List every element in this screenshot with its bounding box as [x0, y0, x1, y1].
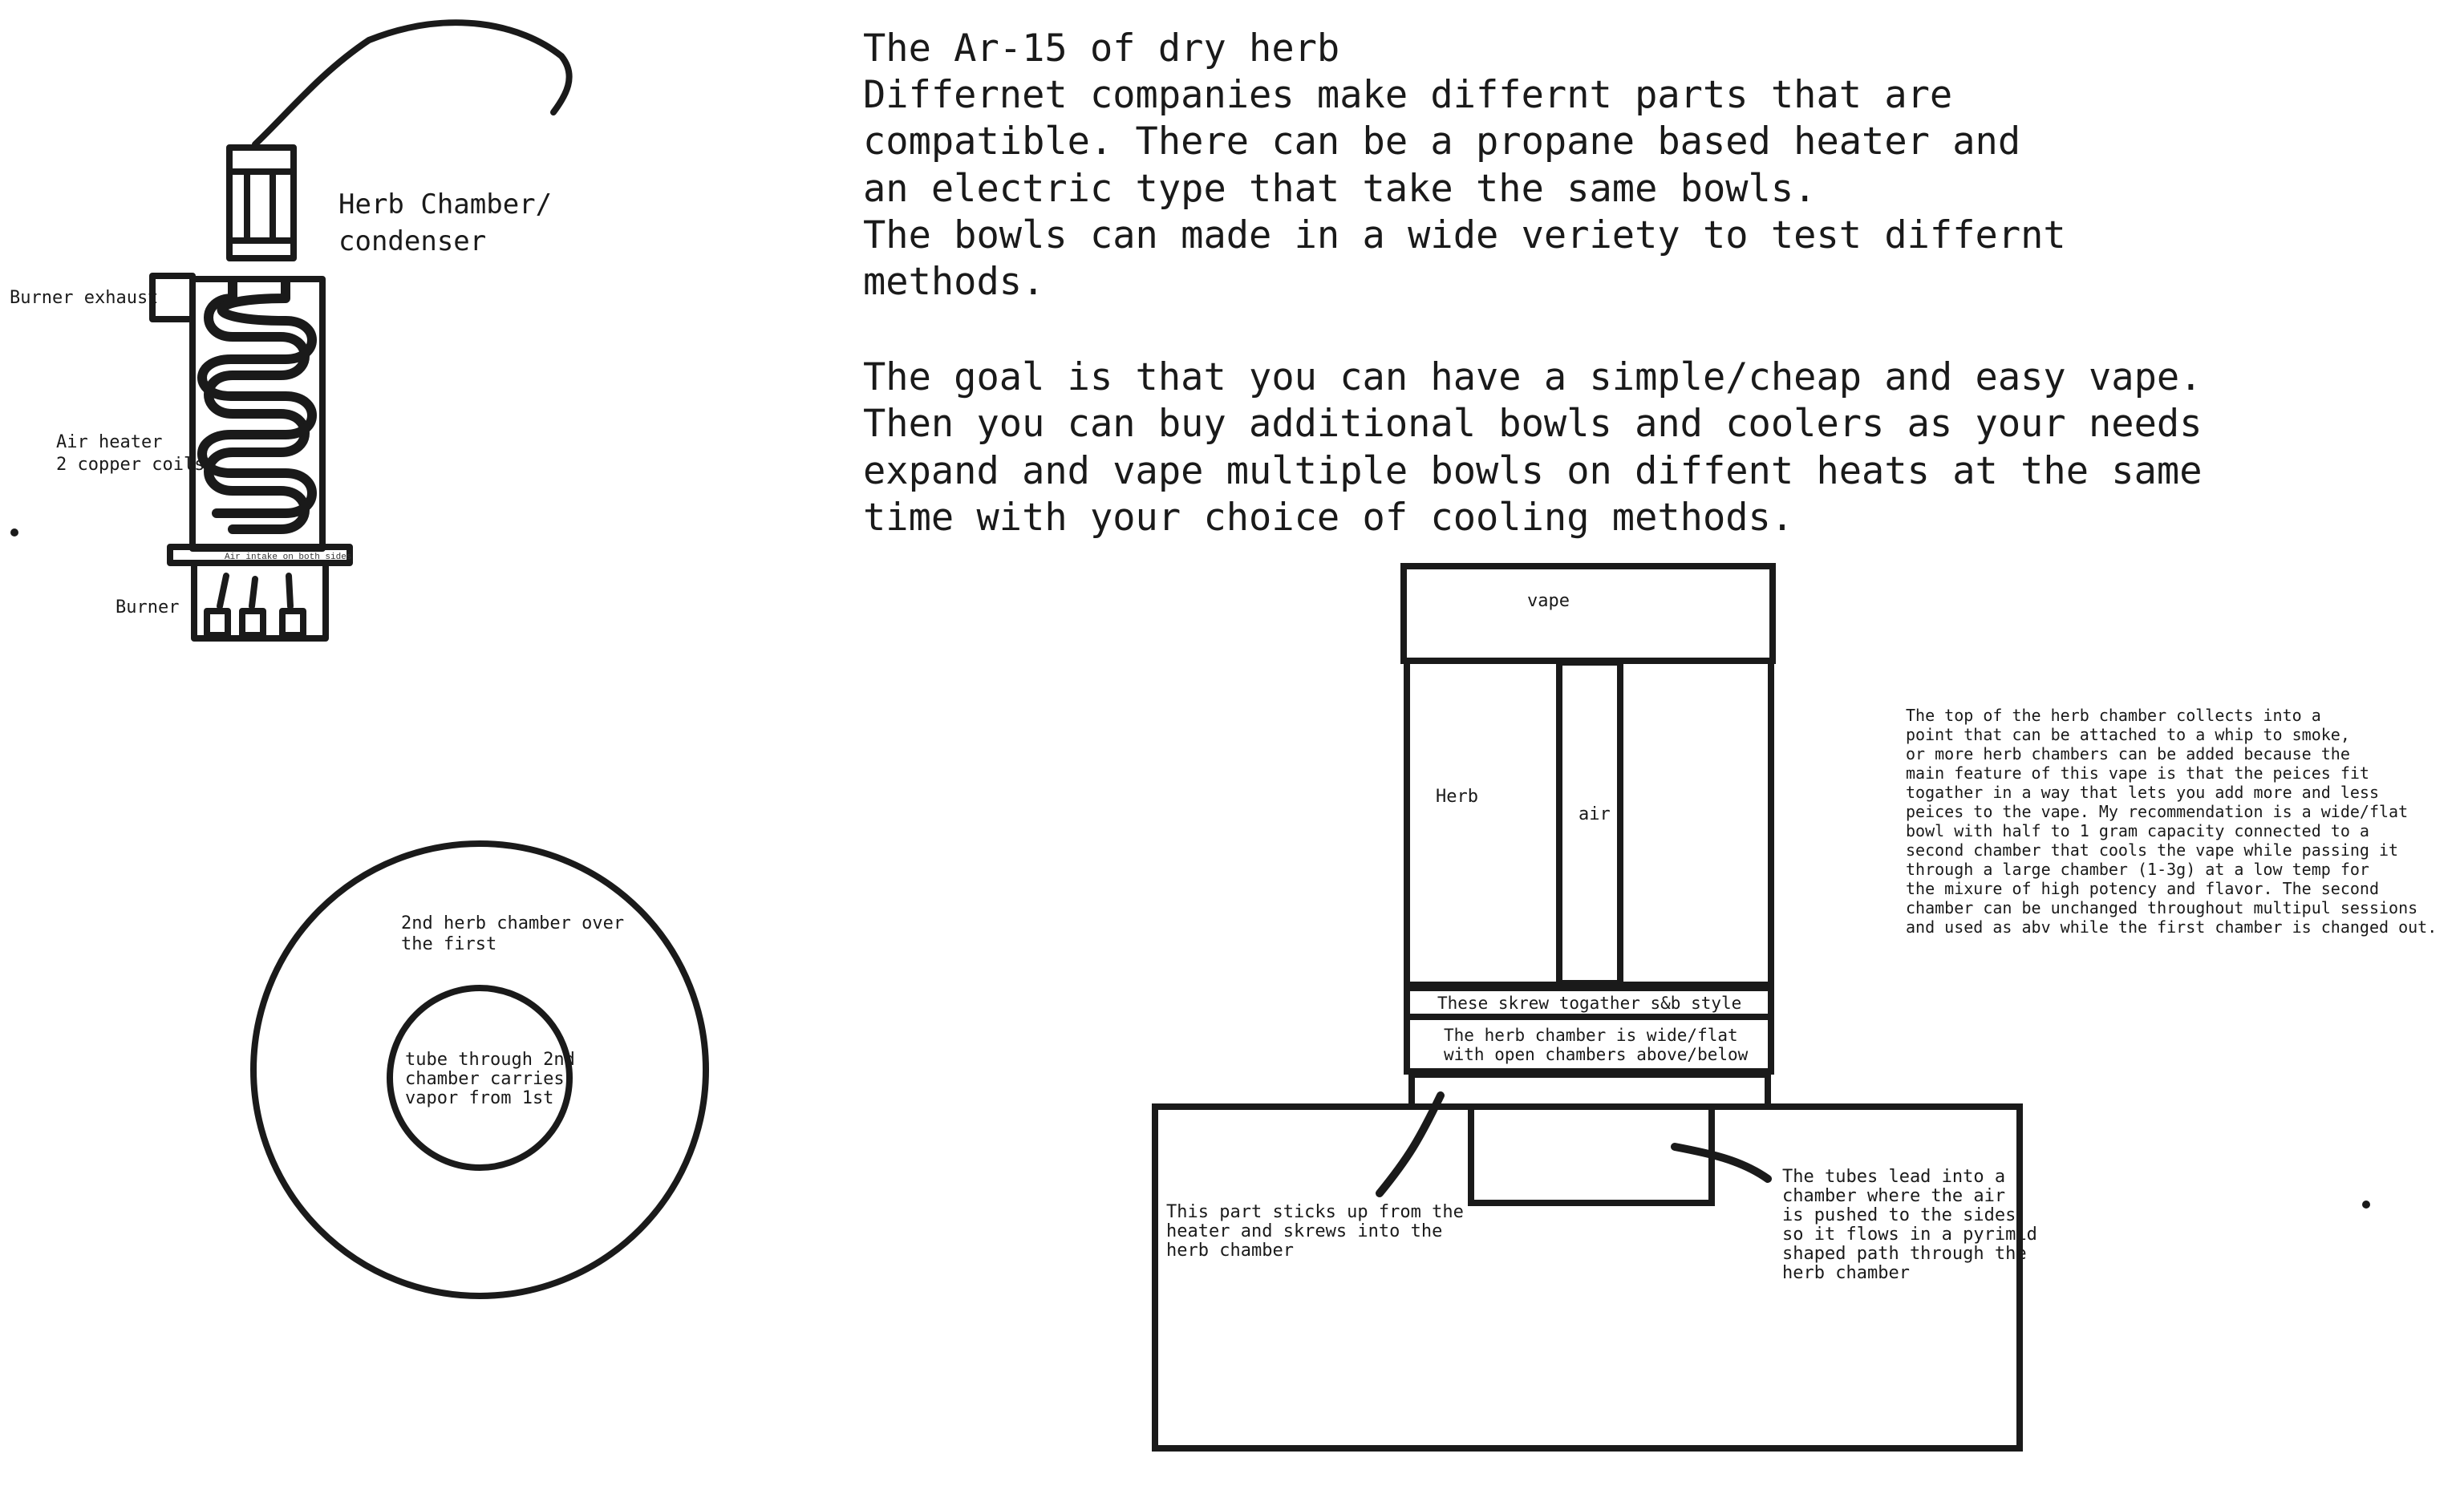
side-note-line: the mixure of high potency and flavor. The second: [1906, 879, 2380, 898]
herb-chamber-label-2: condenser: [338, 225, 487, 257]
tubes-label-3: is pushed to the sides: [1782, 1205, 2016, 1225]
herb-label: Herb: [1436, 787, 1478, 807]
tubes-label-4: so it flows in a pyrimid: [1782, 1225, 2037, 1245]
air-intake-label: Air intake on both sides: [225, 553, 352, 562]
side-note-line: peices to the vape. My recommendation is a wide/flat: [1906, 802, 2409, 821]
side-note-line: bowl with half to 1 gram capacity connected to a: [1906, 821, 2369, 840]
side-note-line: The top of the herb chamber collects into a: [1906, 706, 2321, 725]
goal-text: [863, 355, 2203, 540]
vape-labels: [1166, 591, 2037, 1283]
vape-cap: [1404, 566, 1773, 661]
intro-line-2: Differnet companies make differnt parts that are: [863, 73, 1953, 117]
goal-line-4: time with your choice of cooling methods.: [863, 496, 1794, 540]
screw-label: These skrew togather s&b style: [1437, 994, 1742, 1013]
stray-dot: [10, 528, 18, 536]
outer-chamber-label-1: 2nd herb chamber over: [401, 913, 625, 933]
goal-line-2: Then you can buy additional bowls and coolers as your needs: [863, 402, 2203, 446]
whip-tube: [255, 22, 569, 144]
intro-text: [863, 26, 2066, 304]
intro-line-3: compatible. There can be a propane based heater and: [863, 119, 2021, 164]
side-note-line: point that can be attached to a whip to smoke,: [1906, 725, 2350, 744]
intro-line-6: methods.: [863, 260, 1045, 304]
tubes-label-1: The tubes lead into a: [1782, 1167, 2006, 1187]
air-label: air: [1578, 804, 1611, 824]
heater-diagram: [152, 22, 569, 638]
part-label-2: heater and skrews into the: [1166, 1221, 1443, 1241]
inner-tube-label-2: chamber carries: [405, 1069, 565, 1089]
tubes-label-6: herb chamber: [1782, 1263, 1910, 1283]
side-note: [1906, 706, 2437, 937]
side-note-line: or more herb chambers can be added because the: [1906, 744, 2350, 763]
tubes-label-2: chamber where the air: [1782, 1186, 2006, 1206]
flat-chamber-label-2: with open chambers above/below: [1444, 1045, 1749, 1064]
air-heater-label: Air heater: [56, 432, 163, 452]
herb-chamber-label: Herb Chamber/: [338, 188, 553, 221]
intro-line-1: The Ar-15 of dry herb: [863, 26, 1340, 71]
inner-tube-label-1: tube through 2nd: [405, 1050, 575, 1070]
connector-band: [1412, 1075, 1768, 1107]
stray-dot: [2362, 1201, 2370, 1209]
side-note-line: main feature of this vape is that the peices fit: [1906, 763, 2369, 783]
air-heater-label-2: 2 copper coils: [56, 455, 205, 475]
side-note-line: second chamber that cools the vape while passing it: [1906, 840, 2399, 860]
burner-label: Burner: [116, 597, 180, 617]
herb-chamber-body: [229, 172, 294, 241]
burner-exhaust-label: Burner exhaust: [10, 288, 159, 308]
outer-chamber-label-2: the first: [401, 934, 497, 954]
part-label-1: This part sticks up from the: [1166, 1202, 1464, 1222]
vape-label: vape: [1527, 591, 1570, 611]
inner-connector: [1471, 1107, 1712, 1203]
burner-exhaust-block: [152, 276, 192, 319]
side-note-line: through a large chamber (1-3g) at a low temp for: [1906, 860, 2369, 879]
part-label-3: herb chamber: [1166, 1241, 1294, 1261]
tubes-label-5: shaped path through the: [1782, 1244, 2027, 1264]
copper-coil-2: [202, 282, 312, 513]
pointer-left: [1380, 1095, 1441, 1193]
side-note-line: and used as abv while the first chamber is changed out.: [1906, 917, 2438, 937]
heater-labels: [10, 188, 552, 617]
intro-line-5: The bowls can made in a wide veriety to test differnt: [863, 213, 2066, 257]
pointer-right: [1675, 1147, 1768, 1179]
flat-chamber-label-1: The herb chamber is wide/flat: [1444, 1026, 1738, 1045]
herb-chamber-top: [229, 148, 294, 172]
inner-tube-label-3: vapor from 1st: [405, 1088, 554, 1108]
intro-line-4: an electric type that take the same bowls.: [863, 167, 1817, 211]
side-note-line: togather in a way that lets you add more and less: [1906, 783, 2380, 802]
side-note-line: chamber can be unchanged throughout multipul sessions: [1906, 898, 2418, 917]
goal-line-1: The goal is that you can have a simple/cheap and easy vape.: [863, 355, 2203, 399]
goal-line-3: expand and vape multiple bowls on diffent heats at the same: [863, 449, 2203, 493]
circle-labels: [401, 913, 624, 1108]
